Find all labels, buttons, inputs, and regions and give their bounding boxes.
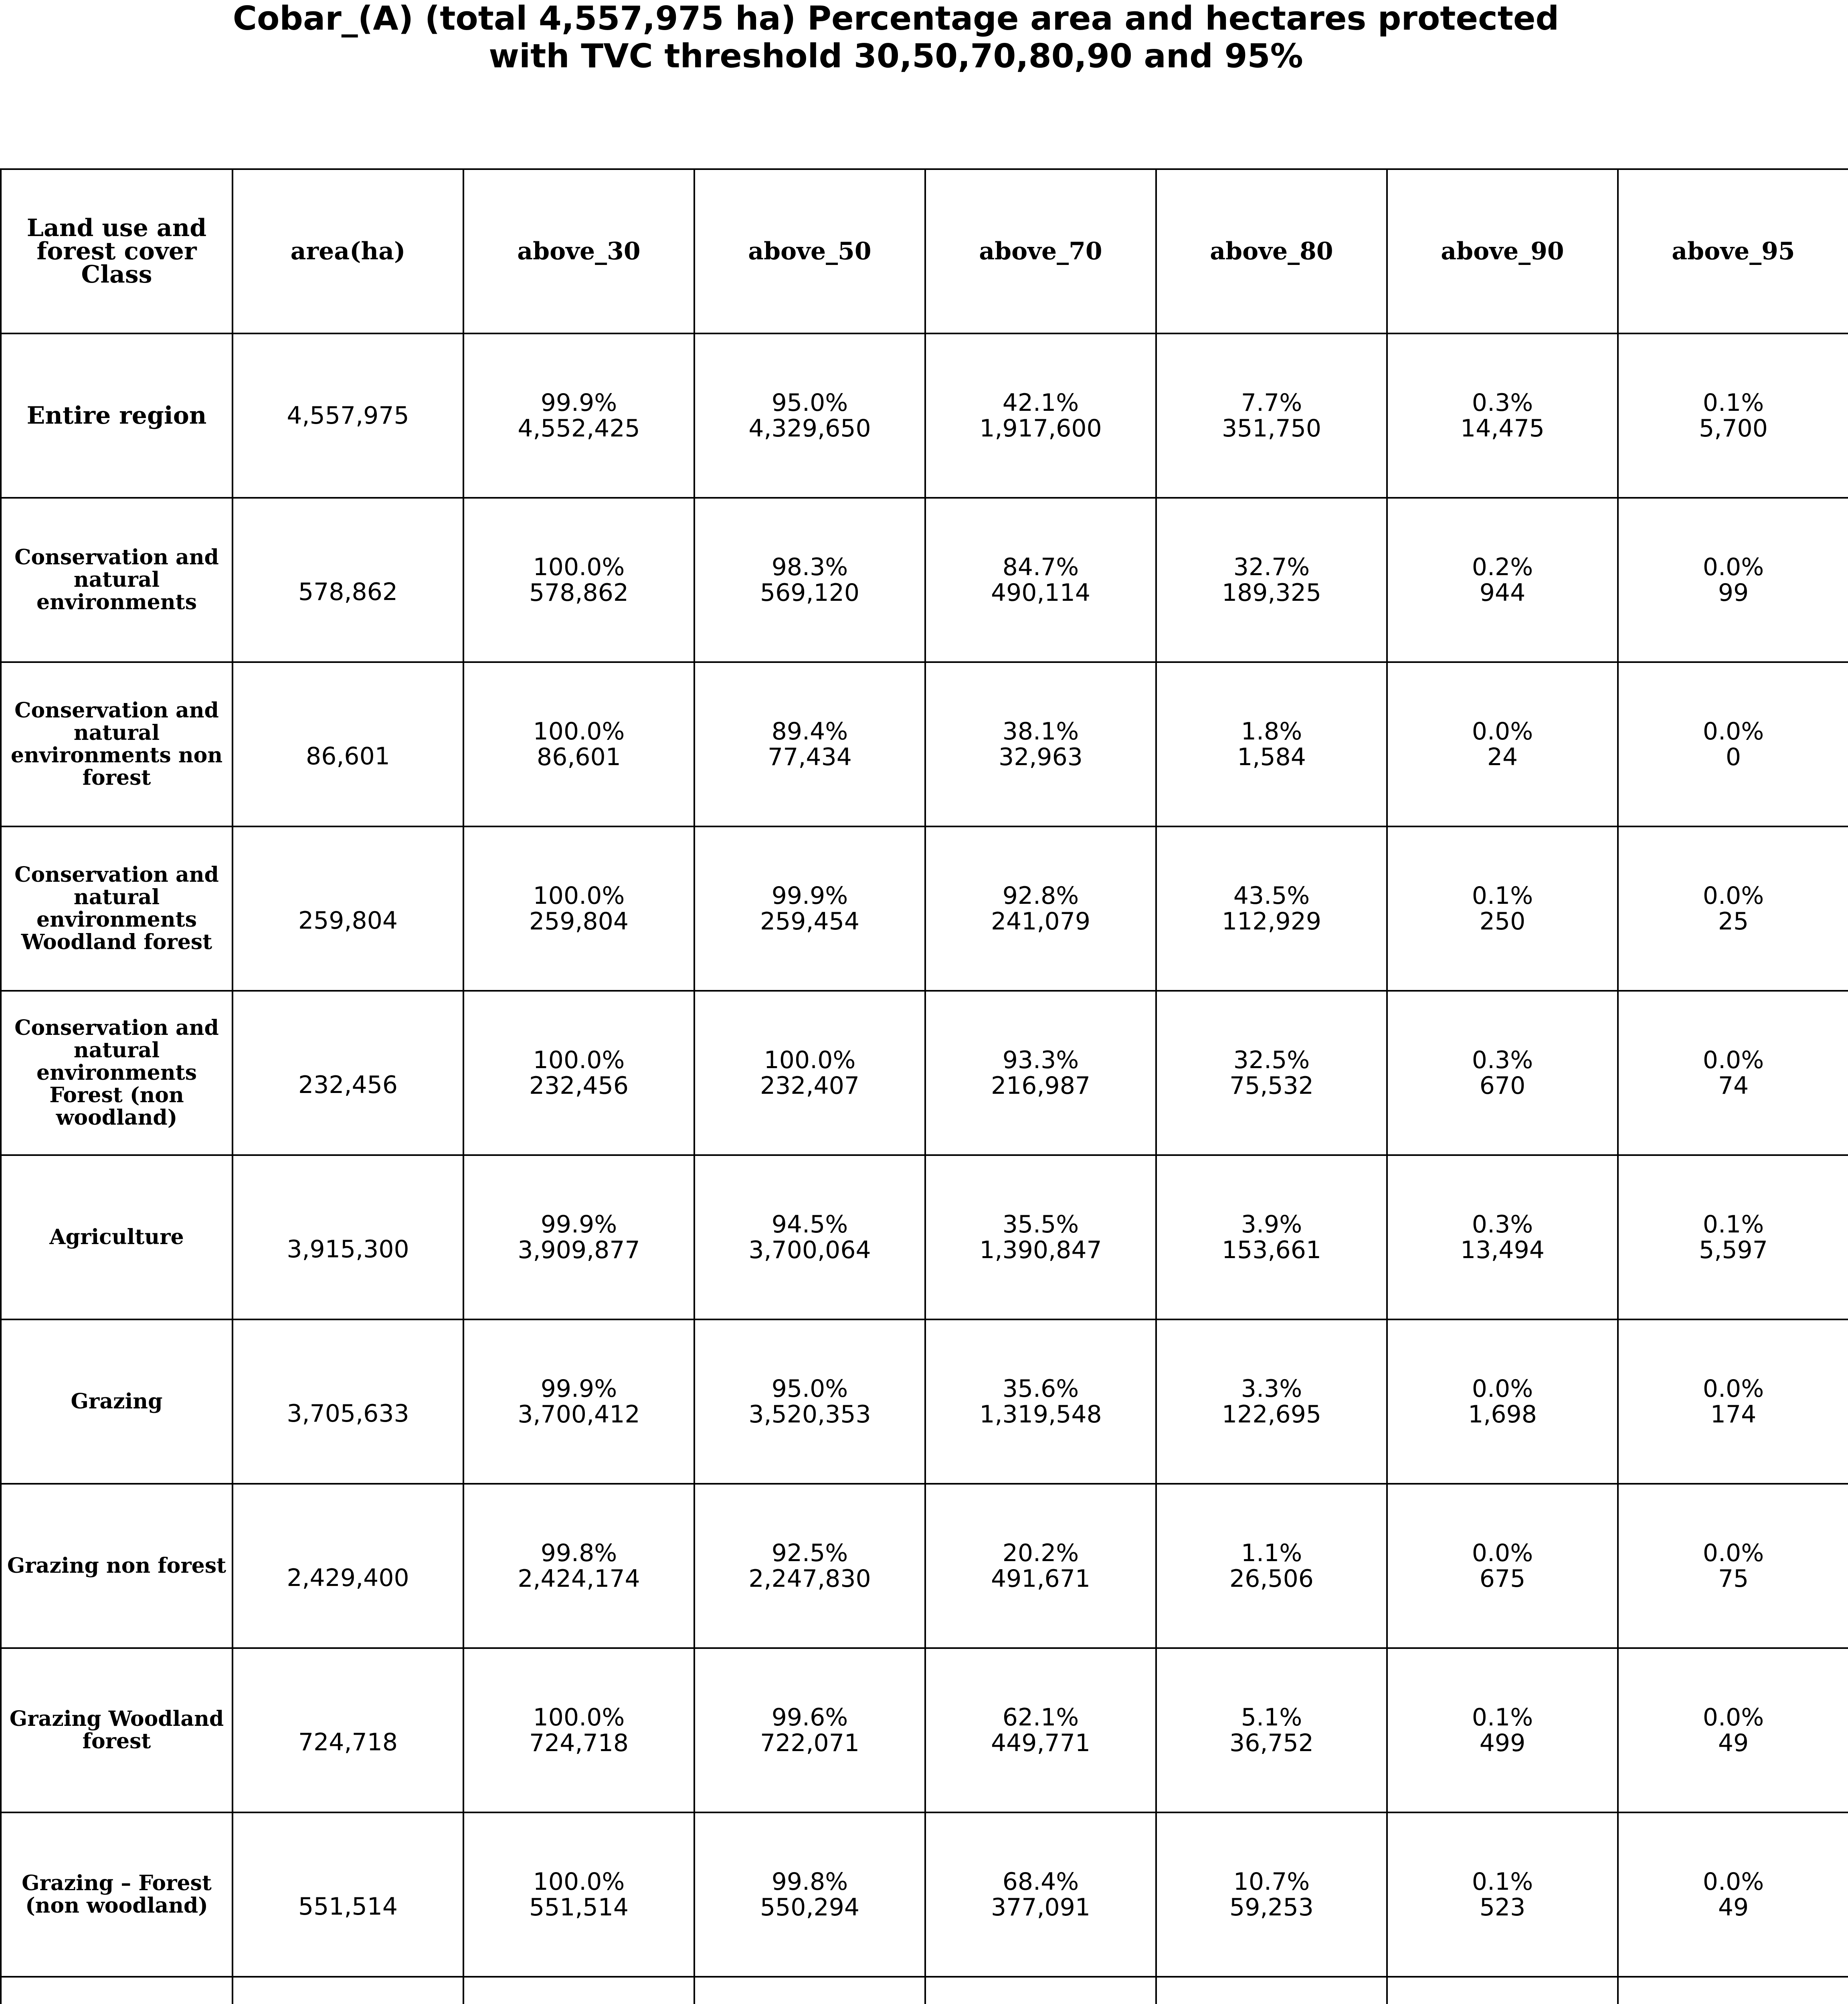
- threshold-cell: [463, 1648, 694, 1812]
- table-row: [1, 1812, 1848, 1977]
- hectares-value: 1,390,847: [979, 1236, 1102, 1264]
- hectares-value: 670: [1479, 1072, 1526, 1100]
- row-label: Grazing – Forest (non woodland): [1, 1812, 233, 1977]
- hectares-value: 569,120: [760, 579, 860, 607]
- threshold-cell: [463, 1977, 694, 2004]
- hectares-value: 13,494: [1460, 1236, 1545, 1264]
- threshold-cell: [694, 1155, 925, 1319]
- percent-value: 0.0%: [1702, 1539, 1764, 1567]
- hectares-value: 5,597: [1699, 1236, 1768, 1264]
- hectares-value: 551,514: [529, 1893, 629, 1921]
- hectares-value: 112,929: [1221, 907, 1322, 935]
- area-cell: 3,705,633: [233, 1319, 463, 1484]
- threshold-cell: [1156, 1648, 1387, 1812]
- threshold-cell: [925, 1484, 1156, 1648]
- table-row: [1, 1484, 1848, 1648]
- hectares-value: 944: [1479, 579, 1526, 607]
- percent-value: 92.5%: [771, 1539, 848, 1567]
- percent-value: 32.5%: [1233, 1046, 1310, 1074]
- threshold-cell: [1618, 1484, 1848, 1648]
- header-land-use-class: Land use and forest cover Class: [1, 169, 233, 333]
- row-label: Entire region: [1, 333, 233, 498]
- area-cell: 2,429,400: [233, 1484, 463, 1648]
- threshold-cell: [1156, 1484, 1387, 1648]
- threshold-cell: [1618, 1319, 1848, 1484]
- threshold-cell: [925, 662, 1156, 826]
- threshold-cell: [1156, 826, 1387, 991]
- hectares-value: 675: [1479, 1565, 1526, 1593]
- hectares-value: 259,454: [760, 907, 860, 935]
- hectares-value: 153,661: [1221, 1236, 1322, 1264]
- threshold-cell: [1156, 498, 1387, 662]
- header-above-80: above_80: [1156, 169, 1387, 333]
- threshold-cell: [925, 1812, 1156, 1977]
- hectares-value: 449,771: [991, 1729, 1091, 1757]
- percent-value: 0.0%: [1702, 882, 1764, 910]
- table-row: [1, 1648, 1848, 1812]
- hectares-value: 25: [1718, 907, 1749, 935]
- table-body: [1, 333, 1848, 2004]
- threshold-cell: [925, 333, 1156, 498]
- area-cell: 86,601: [233, 662, 463, 826]
- hectares-value: 122,695: [1221, 1400, 1322, 1428]
- threshold-cell: [925, 1155, 1156, 1319]
- percent-value: 0.0%: [1472, 1375, 1533, 1403]
- threshold-cell: [463, 662, 694, 826]
- threshold-cell: [1387, 1977, 1618, 2004]
- hectares-value: 1,584: [1237, 743, 1306, 771]
- title-line-1: Cobar_(A) (total 4,557,975 ha) Percentage area and hectares protected: [233, 0, 1559, 38]
- hectares-value: 722,071: [760, 1729, 860, 1757]
- percent-value: 98.3%: [771, 553, 848, 581]
- percent-value: 89.4%: [771, 717, 848, 745]
- hectares-value: 3,520,353: [748, 1400, 871, 1428]
- page-title: [0, 0, 1792, 75]
- hectares-value: 4,329,650: [748, 414, 871, 442]
- table-row: [1, 662, 1848, 826]
- table-row: [1, 1319, 1848, 1484]
- percent-value: 94.5%: [771, 1210, 848, 1238]
- percent-value: 35.6%: [1002, 1375, 1079, 1403]
- threshold-cell: [694, 1977, 925, 2004]
- row-label: Grazing: [1, 1319, 233, 1484]
- threshold-cell: [694, 1648, 925, 1812]
- threshold-cell: [1618, 1977, 1848, 2004]
- table-row: [1, 1155, 1848, 1319]
- row-label: Conservation and natural environments: [1, 498, 233, 662]
- percent-value: 100.0%: [533, 1046, 625, 1074]
- header-above-50: above_50: [694, 169, 925, 333]
- percent-value: 43.5%: [1233, 882, 1310, 910]
- hectares-value: 578,862: [529, 579, 629, 607]
- threshold-cell: [1618, 826, 1848, 991]
- percent-value: 100.0%: [533, 1868, 625, 1896]
- table-row: [1, 333, 1848, 498]
- percent-value: 99.9%: [771, 882, 848, 910]
- threshold-cell: [694, 333, 925, 498]
- hectares-value: 232,456: [529, 1072, 629, 1100]
- hectares-value: 75,532: [1229, 1072, 1314, 1100]
- threshold-cell: [1387, 1812, 1618, 1977]
- threshold-cell: [1387, 333, 1618, 498]
- area-cell: 4,557,975: [233, 333, 463, 498]
- hectares-value: 4,552,425: [518, 414, 640, 442]
- hectares-value: 523: [1479, 1893, 1526, 1921]
- hectares-value: 3,909,877: [518, 1236, 640, 1264]
- percent-value: 7.7%: [1241, 389, 1302, 417]
- threshold-cell: [1387, 1484, 1618, 1648]
- area-cell: 724,718: [233, 1648, 463, 1812]
- threshold-cell: [1618, 1155, 1848, 1319]
- percent-value: 0.1%: [1472, 1703, 1533, 1731]
- percent-value: 42.1%: [1002, 389, 1079, 417]
- hectares-value: 1,917,600: [979, 414, 1102, 442]
- hectares-value: 2,247,830: [748, 1565, 871, 1593]
- area-cell: 551,514: [233, 1812, 463, 1977]
- hectares-value: 259,804: [529, 907, 629, 935]
- hectares-value: 14,475: [1460, 414, 1545, 442]
- percent-value: 99.9%: [540, 389, 617, 417]
- hectares-value: 491,671: [991, 1565, 1091, 1593]
- threshold-cell: [1156, 1812, 1387, 1977]
- row-label: [1, 1977, 233, 2004]
- threshold-cell: [463, 1484, 694, 1648]
- hectares-value: 2,424,174: [518, 1565, 640, 1593]
- percent-value: 92.8%: [1002, 882, 1079, 910]
- percent-value: 3.9%: [1241, 1210, 1302, 1238]
- title-line-2: with TVC threshold 30,50,70,80,90 and 95%: [489, 37, 1303, 75]
- threshold-cell: [694, 826, 925, 991]
- percent-value: 99.9%: [540, 1375, 617, 1403]
- threshold-cell: [1156, 1319, 1387, 1484]
- threshold-cell: [1156, 662, 1387, 826]
- percent-value: 0.0%: [1702, 1703, 1764, 1731]
- header-above-90: above_90: [1387, 169, 1618, 333]
- hectares-value: 724,718: [529, 1729, 629, 1757]
- threshold-cell: [925, 1648, 1156, 1812]
- hectares-value: 99: [1718, 579, 1749, 607]
- threshold-cell: [463, 1812, 694, 1977]
- percent-value: 93.3%: [1002, 1046, 1079, 1074]
- hectares-value: 3,700,412: [518, 1400, 640, 1428]
- percent-value: 0.0%: [1472, 717, 1533, 745]
- hectares-value: 59,253: [1229, 1893, 1314, 1921]
- percent-value: 0.3%: [1472, 1210, 1533, 1238]
- percent-value: 68.4%: [1002, 1868, 1079, 1896]
- percent-value: 20.2%: [1002, 1539, 1079, 1567]
- header-above-95: above_95: [1618, 169, 1848, 333]
- protection-table: [0, 168, 1848, 2004]
- threshold-cell: [1387, 1319, 1618, 1484]
- hectares-value: 250: [1479, 907, 1526, 935]
- percent-value: 0.1%: [1472, 1868, 1533, 1896]
- percent-value: 0.0%: [1702, 1868, 1764, 1896]
- threshold-cell: [1618, 662, 1848, 826]
- threshold-cell: [463, 826, 694, 991]
- percent-value: 5.1%: [1241, 1703, 1302, 1731]
- percent-value: 0.2%: [1472, 553, 1533, 581]
- threshold-cell: [925, 498, 1156, 662]
- table-row: [1, 498, 1848, 662]
- hectares-value: 36,752: [1229, 1729, 1314, 1757]
- hectares-value: 86,601: [537, 743, 621, 771]
- table-row: [1, 991, 1848, 1155]
- row-label: Grazing non forest: [1, 1484, 233, 1648]
- threshold-cell: [694, 991, 925, 1155]
- header-area-ha-: area(ha): [233, 169, 463, 333]
- percent-value: 0.3%: [1472, 1046, 1533, 1074]
- percent-value: 84.7%: [1002, 553, 1079, 581]
- percent-value: 10.7%: [1233, 1868, 1310, 1896]
- table-row: [1, 826, 1848, 991]
- threshold-cell: [1156, 1977, 1387, 2004]
- threshold-cell: [463, 498, 694, 662]
- hectares-value: 49: [1718, 1729, 1749, 1757]
- threshold-cell: [694, 662, 925, 826]
- percent-value: 0.0%: [1702, 717, 1764, 745]
- threshold-cell: [463, 1155, 694, 1319]
- percent-value: 0.3%: [1472, 389, 1533, 417]
- threshold-cell: [1387, 1155, 1618, 1319]
- threshold-cell: [1618, 498, 1848, 662]
- percent-value: 99.9%: [540, 1210, 617, 1238]
- threshold-cell: [694, 1812, 925, 1977]
- hectares-value: 26,506: [1229, 1565, 1314, 1593]
- percent-value: 1.1%: [1241, 1539, 1302, 1567]
- hectares-value: 232,407: [760, 1072, 860, 1100]
- percent-value: 99.8%: [540, 1539, 617, 1567]
- hectares-value: 550,294: [760, 1893, 860, 1921]
- percent-value: 100.0%: [533, 717, 625, 745]
- percent-value: 32.7%: [1233, 553, 1310, 581]
- threshold-cell: [1156, 1155, 1387, 1319]
- percent-value: 0.1%: [1472, 882, 1533, 910]
- row-label: Conservation and natural environments Woodland forest: [1, 826, 233, 991]
- threshold-cell: [1387, 826, 1618, 991]
- table-header-row: [1, 169, 1848, 333]
- percent-value: 0.0%: [1702, 1375, 1764, 1403]
- percent-value: 0.0%: [1472, 1539, 1533, 1567]
- hectares-value: 490,114: [991, 579, 1091, 607]
- threshold-cell: [925, 991, 1156, 1155]
- percent-value: 0.1%: [1702, 1210, 1764, 1238]
- threshold-cell: [463, 333, 694, 498]
- hectares-value: 377,091: [991, 1893, 1091, 1921]
- percent-value: 100.0%: [533, 1703, 625, 1731]
- percent-value: 38.1%: [1002, 717, 1079, 745]
- threshold-cell: [1387, 1648, 1618, 1812]
- header-above-30: above_30: [463, 169, 694, 333]
- percent-value: 3.3%: [1241, 1375, 1302, 1403]
- threshold-cell: [1618, 1648, 1848, 1812]
- hectares-value: 0: [1725, 743, 1741, 771]
- area-cell: [233, 1977, 463, 2004]
- hectares-value: 1,319,548: [979, 1400, 1102, 1428]
- percent-value: 0.0%: [1702, 1046, 1764, 1074]
- threshold-cell: [694, 1484, 925, 1648]
- threshold-cell: [1156, 991, 1387, 1155]
- area-cell: 578,862: [233, 498, 463, 662]
- hectares-value: 32,963: [999, 743, 1083, 771]
- percent-value: 100.0%: [764, 1046, 856, 1074]
- threshold-cell: [694, 1319, 925, 1484]
- hectares-value: 77,434: [768, 743, 852, 771]
- threshold-cell: [1618, 333, 1848, 498]
- threshold-cell: [1618, 991, 1848, 1155]
- row-label: Agriculture: [1, 1155, 233, 1319]
- hectares-value: 216,987: [991, 1072, 1091, 1100]
- percent-value: 35.5%: [1002, 1210, 1079, 1238]
- hectares-value: 351,750: [1221, 414, 1322, 442]
- hectares-value: 189,325: [1221, 579, 1322, 607]
- hectares-value: 49: [1718, 1893, 1749, 1921]
- hectares-value: 1,698: [1468, 1400, 1537, 1428]
- area-cell: 259,804: [233, 826, 463, 991]
- hectares-value: 74: [1718, 1072, 1749, 1100]
- threshold-cell: [463, 1319, 694, 1484]
- threshold-cell: [1387, 498, 1618, 662]
- percent-value: 99.8%: [771, 1868, 848, 1896]
- percent-value: 99.6%: [771, 1703, 848, 1731]
- hectares-value: 5,700: [1699, 414, 1768, 442]
- percent-value: 100.0%: [533, 553, 625, 581]
- hectares-value: 241,079: [991, 907, 1091, 935]
- percent-value: 0.0%: [1702, 553, 1764, 581]
- threshold-cell: [694, 498, 925, 662]
- percent-value: 0.1%: [1702, 389, 1764, 417]
- threshold-cell: [925, 1977, 1156, 2004]
- percent-value: 95.0%: [771, 389, 848, 417]
- area-cell: 232,456: [233, 991, 463, 1155]
- threshold-cell: [925, 826, 1156, 991]
- threshold-cell: [463, 991, 694, 1155]
- hectares-value: 499: [1479, 1729, 1526, 1757]
- threshold-cell: [1387, 662, 1618, 826]
- threshold-cell: [925, 1319, 1156, 1484]
- percent-value: 1.8%: [1241, 717, 1302, 745]
- hectares-value: 24: [1487, 743, 1518, 771]
- area-cell: 3,915,300: [233, 1155, 463, 1319]
- percent-value: 62.1%: [1002, 1703, 1079, 1731]
- threshold-cell: [1618, 1812, 1848, 1977]
- hectares-value: 174: [1710, 1400, 1757, 1428]
- hectares-value: 3,700,064: [748, 1236, 871, 1264]
- threshold-cell: [1156, 333, 1387, 498]
- row-label: Conservation and natural environments Forest (non woodland): [1, 991, 233, 1155]
- hectares-value: 75: [1718, 1565, 1749, 1593]
- row-label: Grazing Woodland forest: [1, 1648, 233, 1812]
- row-label: Conservation and natural environments non forest: [1, 662, 233, 826]
- percent-value: 95.0%: [771, 1375, 848, 1403]
- percent-value: 100.0%: [533, 882, 625, 910]
- threshold-cell: [1387, 991, 1618, 1155]
- header-above-70: above_70: [925, 169, 1156, 333]
- table-row: [1, 1977, 1848, 2004]
